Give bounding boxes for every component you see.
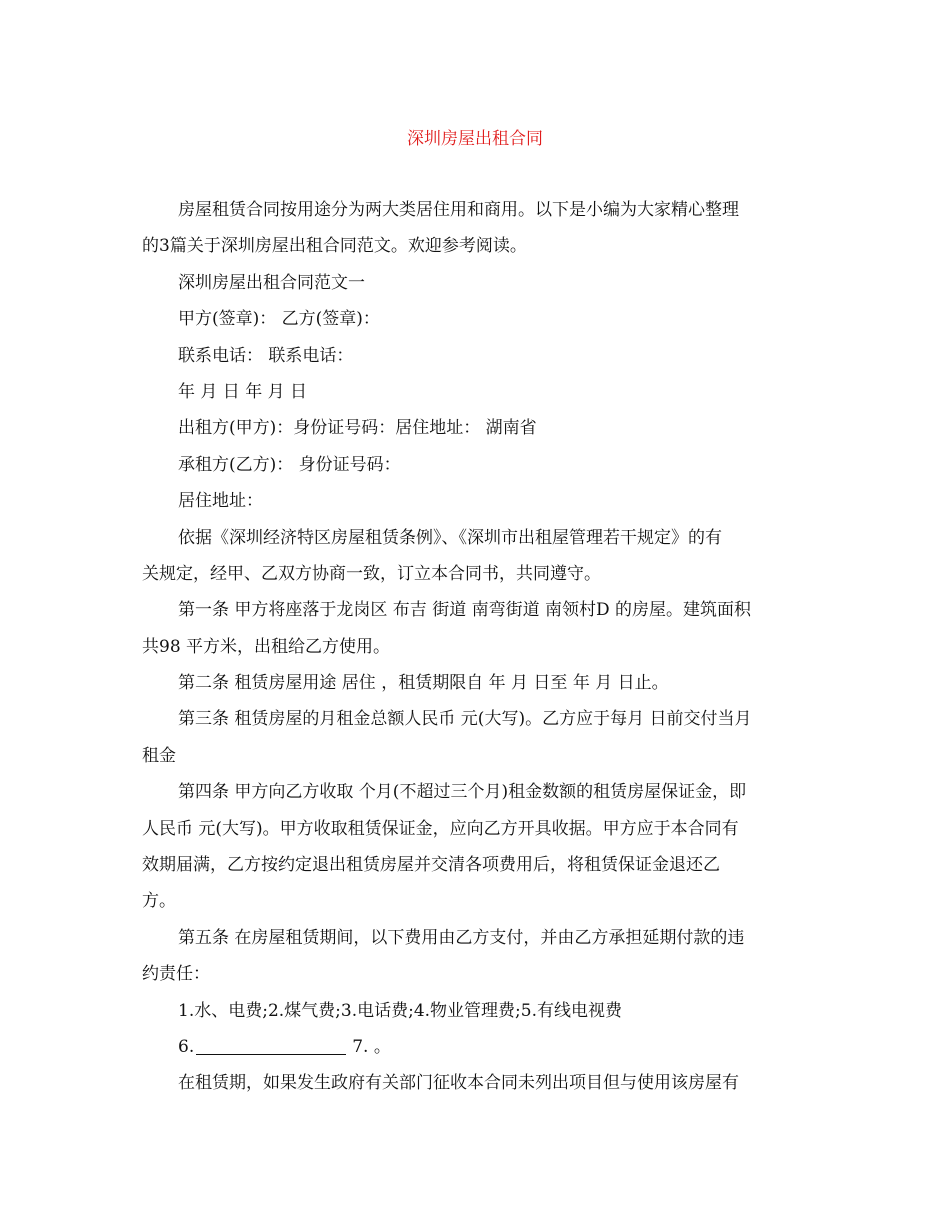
- paragraph-line: 在租赁期，如果发生政府有关部门征收本合同未列出项目但与使用该房屋有: [178, 1073, 739, 1094]
- signature-line: 甲方(签章)： 乙方(签章)：: [178, 309, 380, 330]
- address-line: 居住地址：: [178, 491, 263, 512]
- article-4-line: 人民币 元(大写)。甲方收取租赁保证金，应向乙方开具收据。甲方应于本合同有: [142, 818, 739, 839]
- article-1-line: 共98 平方米，出租给乙方使用。: [142, 636, 391, 657]
- article-2-line: 第二条 租赁房屋用途 居住 ，租赁期限自 年 月 日至 年 月 日止。: [178, 673, 669, 694]
- fill-in-blank: [196, 1036, 346, 1055]
- lessor-line: 出租方(甲方)：身份证号码：居住地址： 湖南省: [178, 418, 537, 439]
- paragraph-line: 的3篇关于深圳房屋出租合同范文。欢迎参考阅读。: [142, 236, 527, 257]
- paragraph-line: 关规定，经甲、乙双方协商一致，订立本合同书，共同遵守。: [142, 563, 601, 584]
- fee-item-7-label: 7. 。: [352, 1036, 391, 1057]
- article-4-line: 效期届满，乙方按约定退出租赁房屋并交清各项费用后，将租赁保证金退还乙: [142, 855, 720, 876]
- fee-item-6-label: 6.: [178, 1036, 195, 1057]
- article-3-line: 租金: [142, 745, 176, 766]
- date-line: 年 月 日 年 月 日: [178, 381, 308, 402]
- article-4-line: 第四条 甲方向乙方收取 个月(不超过三个月)租金数额的租赁房屋保证金，即: [178, 782, 747, 803]
- paragraph-line: 房屋租赁合同按用途分为两大类居住用和商用。以下是小编为大家精心整理: [178, 200, 739, 220]
- document-title: 深圳房屋出租合同: [407, 129, 543, 149]
- document-body: [142, 192, 807, 1102]
- paragraph-line: 依据《深圳经济特区房屋租赁条例》、《深圳市出租屋管理若干规定》的有: [178, 527, 722, 548]
- fee-list-line: 1.水、电费;2.煤气费;3.电话费;4.物业管理费;5.有线电视费: [178, 1000, 623, 1021]
- article-5-line: 约责任：: [142, 964, 210, 985]
- article-5-line: 第五条 在房屋租赁期间，以下费用由乙方支付，并由乙方承担延期付款的违: [178, 927, 745, 948]
- article-1-line: 第一条 甲方将座落于龙岗区 布吉 街道 南弯街道 南领村D 的房屋。建筑面积: [178, 600, 752, 621]
- fee-blank-line: [142, 1029, 807, 1065]
- article-4-line: 方。: [142, 891, 176, 912]
- article-3-line: 第三条 租赁房屋的月租金总额人民币 元(大写)。乙方应于每月 日前交付当月: [178, 709, 752, 730]
- phone-line: 联系电话： 联系电话：: [178, 345, 354, 366]
- section-heading: 深圳房屋出租合同范文一: [178, 272, 365, 293]
- lessee-line: 承租方(乙方)： 身份证号码：: [178, 454, 401, 475]
